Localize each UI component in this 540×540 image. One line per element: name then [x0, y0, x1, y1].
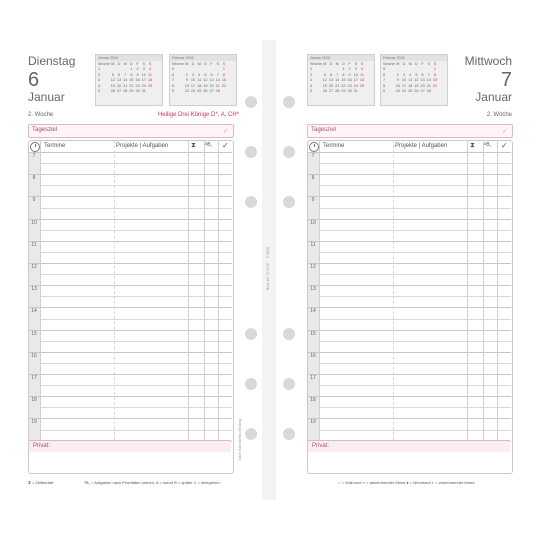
cal-header-cell: D [117, 61, 121, 66]
hour-label: 15 [31, 330, 37, 337]
punch-hole [283, 146, 295, 158]
cal-header-cell: D [342, 61, 345, 66]
hour-label: 7 [311, 153, 315, 159]
cal-day: 14 [123, 78, 128, 83]
cal-title: Januar 2026 [96, 55, 162, 61]
cal-day: 28 [335, 89, 340, 94]
hour-line [28, 418, 232, 419]
left-day-number: 6 [28, 69, 40, 91]
cal-day: 9 [185, 78, 188, 83]
cal-day: 13 [116, 78, 122, 83]
cal-day: 9 [396, 78, 399, 83]
punch-hole [283, 96, 295, 108]
hour-line [307, 174, 511, 175]
cal-day: 12 [110, 78, 115, 83]
cal-day: 7 [427, 72, 430, 77]
cal-week-number: 3 [98, 78, 101, 83]
cal-day: 14 [335, 78, 340, 83]
cal-title: Februar 2026 [381, 55, 447, 61]
right-col-termine: Termine [323, 143, 345, 149]
cal-day: 25 [197, 89, 202, 94]
hour-line [307, 352, 511, 353]
cal-day: 18 [197, 83, 202, 88]
cal-header-cell: M [335, 61, 339, 66]
cal-header-cell: M [323, 61, 327, 66]
cal-day: 10 [190, 78, 196, 83]
cal-day: 28 [426, 89, 431, 94]
cal-header-cell: Woche [172, 61, 184, 66]
spine-side-note: Nach Kalendertext Eintrag [238, 419, 242, 460]
right-month: Januar [475, 90, 512, 104]
cal-day: 10 [141, 72, 146, 77]
priority-abc-icon: ᴬB꜀ [205, 142, 213, 148]
cal-header-cell: D [415, 61, 418, 66]
col-divider [497, 140, 498, 440]
col-divider [188, 140, 189, 440]
cal-header-cell: M [408, 61, 412, 66]
cal-day: 9 [136, 72, 139, 77]
cal-day: 28 [123, 89, 128, 94]
hour-label: 9 [32, 197, 36, 204]
cal-header-cell: S [354, 61, 358, 66]
cal-day: 14 [215, 78, 220, 83]
right-cal-february [380, 54, 448, 106]
cal-day: 31 [141, 89, 146, 94]
right-day-number: 7 [500, 69, 512, 91]
cal-day: 14 [426, 78, 431, 83]
hour-label: 12 [31, 264, 37, 270]
cal-day: 26 [322, 89, 327, 94]
hour-label: 10 [31, 219, 37, 226]
cal-day: 27 [328, 89, 334, 94]
left-privat-field[interactable] [29, 440, 231, 452]
right-day-name: Mittwoch [464, 54, 512, 68]
cal-week-number: 5 [310, 89, 313, 94]
cal-week-number: 9 [383, 89, 386, 94]
hour-label: 16 [310, 352, 316, 359]
cal-day: 24 [190, 89, 196, 94]
cal-day: 8 [222, 72, 226, 77]
header-divider [28, 152, 232, 153]
hourglass-icon: ⧗ [28, 480, 31, 485]
punch-hole [245, 428, 257, 440]
left-goal-field[interactable] [28, 124, 234, 138]
cal-day: 3 [191, 72, 195, 77]
cal-header-cell: S [222, 61, 226, 66]
cal-day: 2 [396, 72, 399, 77]
cal-day: 19 [322, 83, 327, 88]
cal-week-number: 1 [98, 67, 101, 72]
cal-day: 20 [116, 83, 122, 88]
spine-copyright: © 2025 [266, 246, 270, 258]
hour-line [307, 263, 511, 264]
left-footer-prio: ᴬB꜀ = Aufgaben nach Prioritäten ordnen: A = sofort B = später C = delegieren [84, 480, 220, 485]
cal-day: 22 [129, 83, 134, 88]
privat-label: Privat: [33, 443, 51, 449]
cal-day: 26 [203, 89, 208, 94]
cal-header-cell: D [191, 61, 195, 66]
cal-day: 22 [432, 83, 438, 88]
cal-week-number: 1 [310, 67, 313, 72]
cal-day [432, 89, 438, 95]
hour-label: 9 [311, 197, 315, 204]
hour-label: 16 [31, 352, 37, 359]
cal-day: 18 [408, 83, 413, 88]
hour-label: 19 [310, 419, 316, 426]
cal-day: 5 [111, 72, 114, 77]
cal-day: 25 [147, 83, 153, 88]
left-col-projekte: Projekte | Aufgaben [116, 143, 169, 149]
col-divider [319, 140, 320, 440]
col-divider [483, 140, 484, 440]
clock-icon [30, 142, 40, 152]
cal-day: 18 [147, 78, 153, 83]
cal-day: 21 [215, 83, 220, 88]
cal-day: 2 [348, 67, 351, 72]
cal-day: 12 [414, 78, 419, 83]
right-week: 2. Woche [486, 112, 512, 118]
hour-line [28, 174, 232, 175]
cal-header-cell: D [329, 61, 333, 66]
cal-week-number: 4 [310, 83, 313, 88]
cal-day: 4 [409, 72, 412, 77]
goal-label: Tagesziel [311, 127, 337, 133]
cal-day: 1 [222, 67, 226, 72]
col-divider [40, 140, 41, 440]
cal-day: 20 [420, 83, 425, 88]
hour-line [28, 330, 232, 331]
clock-icon [309, 142, 319, 152]
cal-week-number: 8 [172, 83, 175, 88]
punch-hole [283, 196, 295, 208]
right-cal-january [307, 54, 375, 106]
cal-header-cell: Woche [98, 61, 110, 66]
check-icon: ✓ [502, 128, 508, 135]
cal-week-number: 5 [98, 89, 101, 94]
cal-day: 3 [142, 67, 145, 72]
cal-day: 29 [129, 89, 134, 94]
hour-label: 18 [31, 397, 37, 404]
cal-day: 16 [395, 83, 400, 88]
punch-hole [245, 146, 257, 158]
hour-line [307, 330, 511, 331]
cal-header-cell: F [210, 61, 213, 66]
cal-day: 30 [347, 89, 352, 94]
cal-day: 10 [401, 78, 407, 83]
cal-header-cell: M [111, 61, 115, 66]
goal-label: Tagesziel [32, 127, 58, 133]
cal-day: 5 [323, 72, 326, 77]
cal-day: 16 [184, 83, 189, 88]
col-divider [467, 140, 468, 440]
cal-title: Januar 2026 [308, 55, 374, 61]
cal-week-number: 7 [172, 78, 175, 83]
cal-day: 15 [432, 78, 438, 83]
cal-day: 16 [347, 78, 352, 83]
right-privat-field[interactable] [308, 440, 510, 452]
priority-abc-icon: ᴬB꜀ [484, 142, 492, 148]
cal-day [359, 89, 365, 95]
cal-header-cell: M [396, 61, 400, 66]
cal-day: 2 [185, 72, 188, 77]
cal-day: 4 [360, 67, 364, 72]
cal-day: 21 [335, 83, 340, 88]
cal-week-number: 8 [383, 83, 386, 88]
cal-day: 15 [221, 78, 227, 83]
hour-label: 14 [310, 308, 316, 315]
check-icon: ✓ [223, 128, 229, 135]
cal-day: 29 [341, 89, 346, 94]
hour-label: 17 [310, 375, 316, 381]
cal-day: 7 [336, 72, 339, 77]
cal-day: 25 [408, 89, 413, 94]
cal-day: 13 [209, 78, 214, 83]
cal-header-cell: S [427, 61, 431, 66]
cal-day: 19 [203, 83, 208, 88]
cal-day: 1 [342, 67, 345, 72]
cal-header-cell: F [421, 61, 424, 66]
cal-day: 23 [184, 89, 189, 94]
left-col-termine: Termine [44, 143, 66, 149]
hour-line [307, 396, 511, 397]
cal-week-number: 6 [383, 72, 386, 77]
cal-header-cell: Woche [383, 61, 395, 66]
cal-day: 27 [116, 89, 122, 94]
cal-day: 4 [198, 72, 201, 77]
cal-day: 19 [110, 83, 115, 88]
cal-day: 20 [328, 83, 334, 88]
hour-line [28, 352, 232, 353]
punch-hole [283, 428, 295, 440]
hour-line [28, 219, 232, 220]
cal-day: 17 [141, 78, 146, 83]
cal-day [221, 89, 227, 95]
cal-week-number: 6 [172, 72, 175, 77]
cal-day: 6 [117, 72, 121, 77]
punch-hole [245, 378, 257, 390]
cal-header-cell: F [136, 61, 139, 66]
punch-hole [245, 96, 257, 108]
header-divider [307, 152, 511, 153]
cal-day: 20 [209, 83, 214, 88]
hour-label: 17 [31, 375, 37, 381]
hour-label: 8 [32, 175, 36, 182]
punch-hole [245, 328, 257, 340]
cal-week-number: 5 [383, 67, 386, 72]
cal-day: 31 [353, 89, 358, 94]
cal-day: 8 [342, 72, 345, 77]
hour-line [307, 307, 511, 308]
cal-day: 30 [135, 89, 140, 94]
left-week: 2. Woche [28, 112, 54, 118]
priority-abc-icon: ᴬB꜀ [84, 480, 90, 485]
hour-line [28, 196, 232, 197]
cal-day: 11 [408, 78, 413, 83]
cal-header-cell: M [123, 61, 127, 66]
cal-day: 26 [110, 89, 115, 94]
privat-label: Privat: [312, 443, 330, 449]
cal-header-cell: M [185, 61, 189, 66]
cal-header-cell: S [148, 61, 152, 66]
right-footer-moon-legend: ○ = Vollmond ◑ = abnehmender Mond ● = Neumond ◐ = zunehmender Mond [338, 480, 475, 485]
cal-day: 5 [415, 72, 418, 77]
hour-label: 7 [32, 153, 36, 159]
hour-line [307, 241, 511, 242]
left-day-name: Dienstag [28, 54, 76, 68]
cal-day: 13 [328, 78, 334, 83]
cal-day: 24 [353, 83, 358, 88]
cal-day: 22 [221, 83, 227, 88]
cal-day: 6 [329, 72, 333, 77]
cal-day: 21 [426, 83, 431, 88]
cal-header-cell: F [348, 61, 351, 66]
cal-day: 18 [359, 78, 365, 83]
cal-day: 9 [348, 72, 351, 77]
cal-day: 2 [136, 67, 139, 72]
cal-day: 17 [401, 83, 407, 88]
cal-day: 15 [341, 78, 346, 83]
hour-label: 10 [310, 219, 316, 226]
cal-header-cell: D [204, 61, 207, 66]
hour-line [307, 374, 511, 375]
right-col-projekte: Projekte | Aufgaben [395, 143, 448, 149]
cal-day: 24 [401, 89, 407, 94]
check-icon: ✓ [501, 141, 508, 150]
hourglass-icon: ⧗ [191, 142, 196, 149]
cal-day: 19 [414, 83, 419, 88]
cal-header-cell: D [130, 61, 133, 66]
cal-header-cell: S [216, 61, 220, 66]
hour-line [28, 285, 232, 286]
col-divider [393, 140, 394, 440]
cal-day: 12 [203, 78, 208, 83]
punch-hole [283, 328, 295, 340]
cal-week-number: 4 [98, 83, 101, 88]
hour-label: 8 [311, 175, 315, 182]
cal-day: 10 [353, 72, 358, 77]
hour-line [28, 241, 232, 242]
hour-label: 15 [310, 330, 316, 337]
col-divider [114, 140, 115, 440]
cal-day: 1 [130, 67, 133, 72]
cal-day: 15 [129, 78, 134, 83]
left-cal-january [95, 54, 163, 106]
left-month: Januar [28, 90, 65, 104]
cal-day: 21 [123, 83, 128, 88]
cal-header-cell: D [402, 61, 406, 66]
cal-title: Februar 2026 [170, 55, 236, 61]
cal-day: 17 [353, 78, 358, 83]
cal-week-number: 2 [98, 72, 101, 77]
cal-header-cell: S [360, 61, 364, 66]
cal-day: 22 [341, 83, 346, 88]
hour-label: 13 [310, 286, 316, 293]
cal-day: 8 [433, 72, 437, 77]
punch-hole [283, 378, 295, 390]
hour-line [307, 196, 511, 197]
hour-line [28, 374, 232, 375]
cal-day: 11 [359, 72, 364, 77]
cal-day: 25 [359, 83, 365, 88]
cal-day: 27 [209, 89, 214, 94]
left-footer-zeitbedarf: ⧗ = Zeitbedarf [28, 480, 54, 485]
cal-day: 13 [420, 78, 425, 83]
cal-week-number: 2 [310, 72, 313, 77]
cal-day: 28 [215, 89, 220, 94]
hour-line [307, 285, 511, 286]
hour-line [307, 418, 511, 419]
hour-label: 14 [31, 308, 37, 315]
hour-line [28, 307, 232, 308]
left-cal-february [169, 54, 237, 106]
cal-header-cell: Woche [310, 61, 322, 66]
cal-header-cell: S [142, 61, 146, 66]
cal-day: 26 [414, 89, 419, 94]
cal-week-number: 3 [310, 78, 313, 83]
cal-day: 3 [354, 67, 357, 72]
cal-day: 8 [130, 72, 133, 77]
cal-day: 11 [147, 72, 152, 77]
hour-label: 11 [310, 241, 316, 248]
check-icon: ✓ [222, 141, 229, 150]
hour-label: 13 [31, 286, 37, 293]
hour-line [28, 263, 232, 264]
cal-day [147, 89, 153, 95]
hour-label: 11 [31, 241, 37, 248]
cal-day: 4 [148, 67, 152, 72]
col-divider [218, 140, 219, 440]
cal-day: 7 [216, 72, 219, 77]
hour-line [307, 219, 511, 220]
hourglass-icon: ⧗ [470, 142, 475, 149]
cal-day: 17 [190, 83, 196, 88]
cal-week-number: 9 [172, 89, 175, 94]
hour-label: 12 [310, 264, 316, 270]
cal-header-cell: M [197, 61, 201, 66]
cal-day: 27 [420, 89, 425, 94]
hour-label: 19 [31, 419, 37, 426]
cal-day: 7 [124, 72, 127, 77]
cal-day: 3 [402, 72, 406, 77]
cal-day: 6 [210, 72, 213, 77]
cal-week-number: 7 [383, 78, 386, 83]
cal-day: 1 [433, 67, 437, 72]
punch-hole [245, 196, 257, 208]
cal-day: 23 [135, 83, 140, 88]
cal-day: 24 [141, 83, 146, 88]
cal-day: 16 [135, 78, 140, 83]
cal-day: 6 [421, 72, 424, 77]
cal-day: 23 [347, 83, 352, 88]
hour-line [28, 396, 232, 397]
spine-article-number: Best.-Nr. 70 2110 [266, 263, 270, 290]
left-holiday: Heilige Drei Könige D*, A, CH* [158, 112, 240, 118]
cal-day: 5 [204, 72, 207, 77]
cal-day: 11 [197, 78, 202, 83]
right-goal-field[interactable] [307, 124, 513, 138]
hour-label: 18 [310, 397, 316, 404]
cal-day: 12 [322, 78, 327, 83]
cal-day: 23 [395, 89, 400, 94]
cal-week-number: 5 [172, 67, 175, 72]
cal-header-cell: S [433, 61, 437, 66]
col-divider [204, 140, 205, 440]
